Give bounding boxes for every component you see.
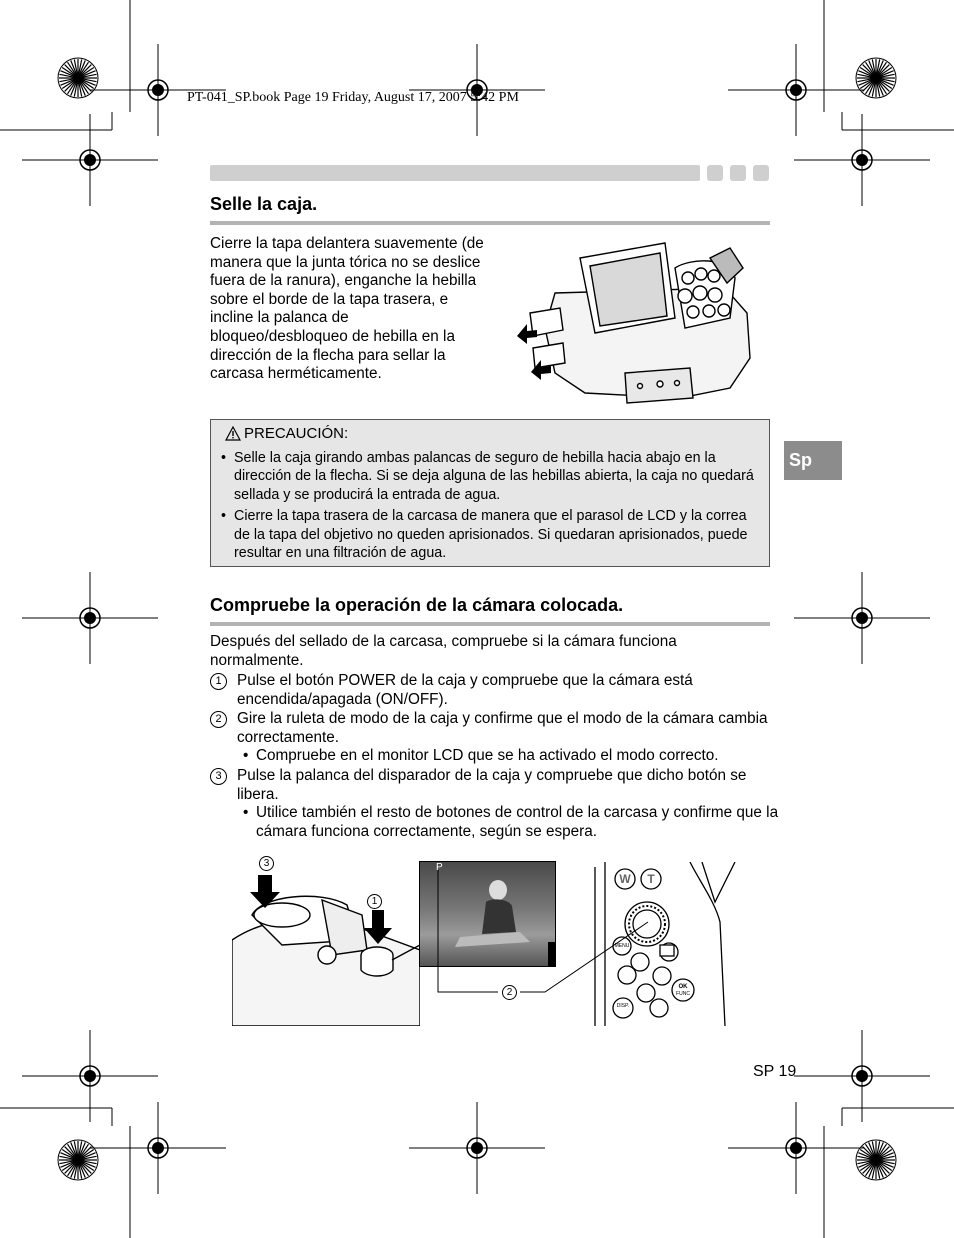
disp-button-label: DISP. [616, 1003, 630, 1009]
menu-button-label: MENU [614, 943, 630, 949]
func-button-label: FUNC [676, 991, 690, 997]
step-text: Pulse la palanca del disparador de la caja y compruebe que dicho botón se libera. [237, 766, 747, 803]
book-info-line: PT-041_SP.book Page 19 Friday, August 17, 2007 5:42 PM [187, 90, 519, 105]
language-tab: Sp [784, 441, 842, 480]
section-rule [210, 221, 770, 225]
caution-item: • Selle la caja girando ambas palancas de seguro de hebilla hacia abajo en la dirección de la flecha. Si se deja alguna de las hebillas abierta, la caja no quedará sellada y se producirá la entrada de agua. [219, 449, 759, 504]
step-list [210, 672, 780, 842]
step-text: Gire la ruleta de modo de la caja y confirme que el modo de la cámara cambia correctamente. [237, 710, 768, 746]
callout-leader-lines [430, 870, 660, 1000]
housing-illustration [515, 238, 770, 408]
step-item [210, 672, 780, 709]
caution-title-text: PRECAUCIÓN: [244, 425, 349, 442]
check-intro: Después del sellado de la carcasa, compruebe si la cámara funciona normalmente. [210, 633, 677, 669]
shutter-power-illustration [232, 870, 420, 1026]
warning-icon [225, 426, 241, 441]
seal-instructions: Cierre la tapa delantera suavemente (de manera que la junta tórica no se deslice fuera de la ranura), enganche la hebilla sobre el borde de la tapa trasera, e incline la palanca de bloqueo/desbloqueo de hebilla en la dirección de la flecha para sellar la carcasa herméticamente. [210, 235, 484, 383]
zoom-wide-label: W [619, 872, 631, 886]
callout-number: 3 [259, 856, 274, 871]
step-number: 1 [210, 673, 227, 690]
step-item [210, 710, 780, 766]
step-text: Pulse el botón POWER de la caja y compruebe que la cámara está encendida/apagada (ON/OFF). [237, 672, 693, 708]
caution-list [219, 449, 759, 565]
header-bar [210, 165, 700, 181]
step-subnote: • Compruebe en el monitor LCD que se ha activado el modo correcto. [237, 747, 780, 766]
step-number: 3 [210, 768, 227, 785]
header-square [730, 165, 746, 181]
step-item [210, 767, 780, 841]
mode-indicator: P [436, 862, 443, 873]
caution-box [210, 419, 770, 567]
callout-number: 2 [502, 985, 517, 1000]
section-title: Selle la caja. [210, 194, 318, 214]
page-number: SP 19 [753, 1063, 797, 1080]
header-square [707, 165, 723, 181]
ok-button-label: OK [678, 984, 688, 990]
step-subnote: • Utilice también el resto de botones de control de la carcasa y confirme que la cámara funciona correctamente, según se espera. [237, 804, 780, 841]
section-rule [210, 622, 770, 626]
callout-number: 1 [367, 894, 382, 909]
step-number: 2 [210, 711, 227, 728]
section-title: Compruebe la operación de la cámara colocada. [210, 595, 624, 615]
zoom-tele-label: T [647, 872, 655, 886]
header-square [753, 165, 769, 181]
caution-title [225, 425, 348, 442]
caution-item: • Cierre la tapa trasera de la carcasa de manera que el parasol de LCD y la correa de la tapa del objetivo no queden aprisionados. Si quedaran aprisionados, puede resultar en una filtración de agua. [219, 507, 759, 562]
